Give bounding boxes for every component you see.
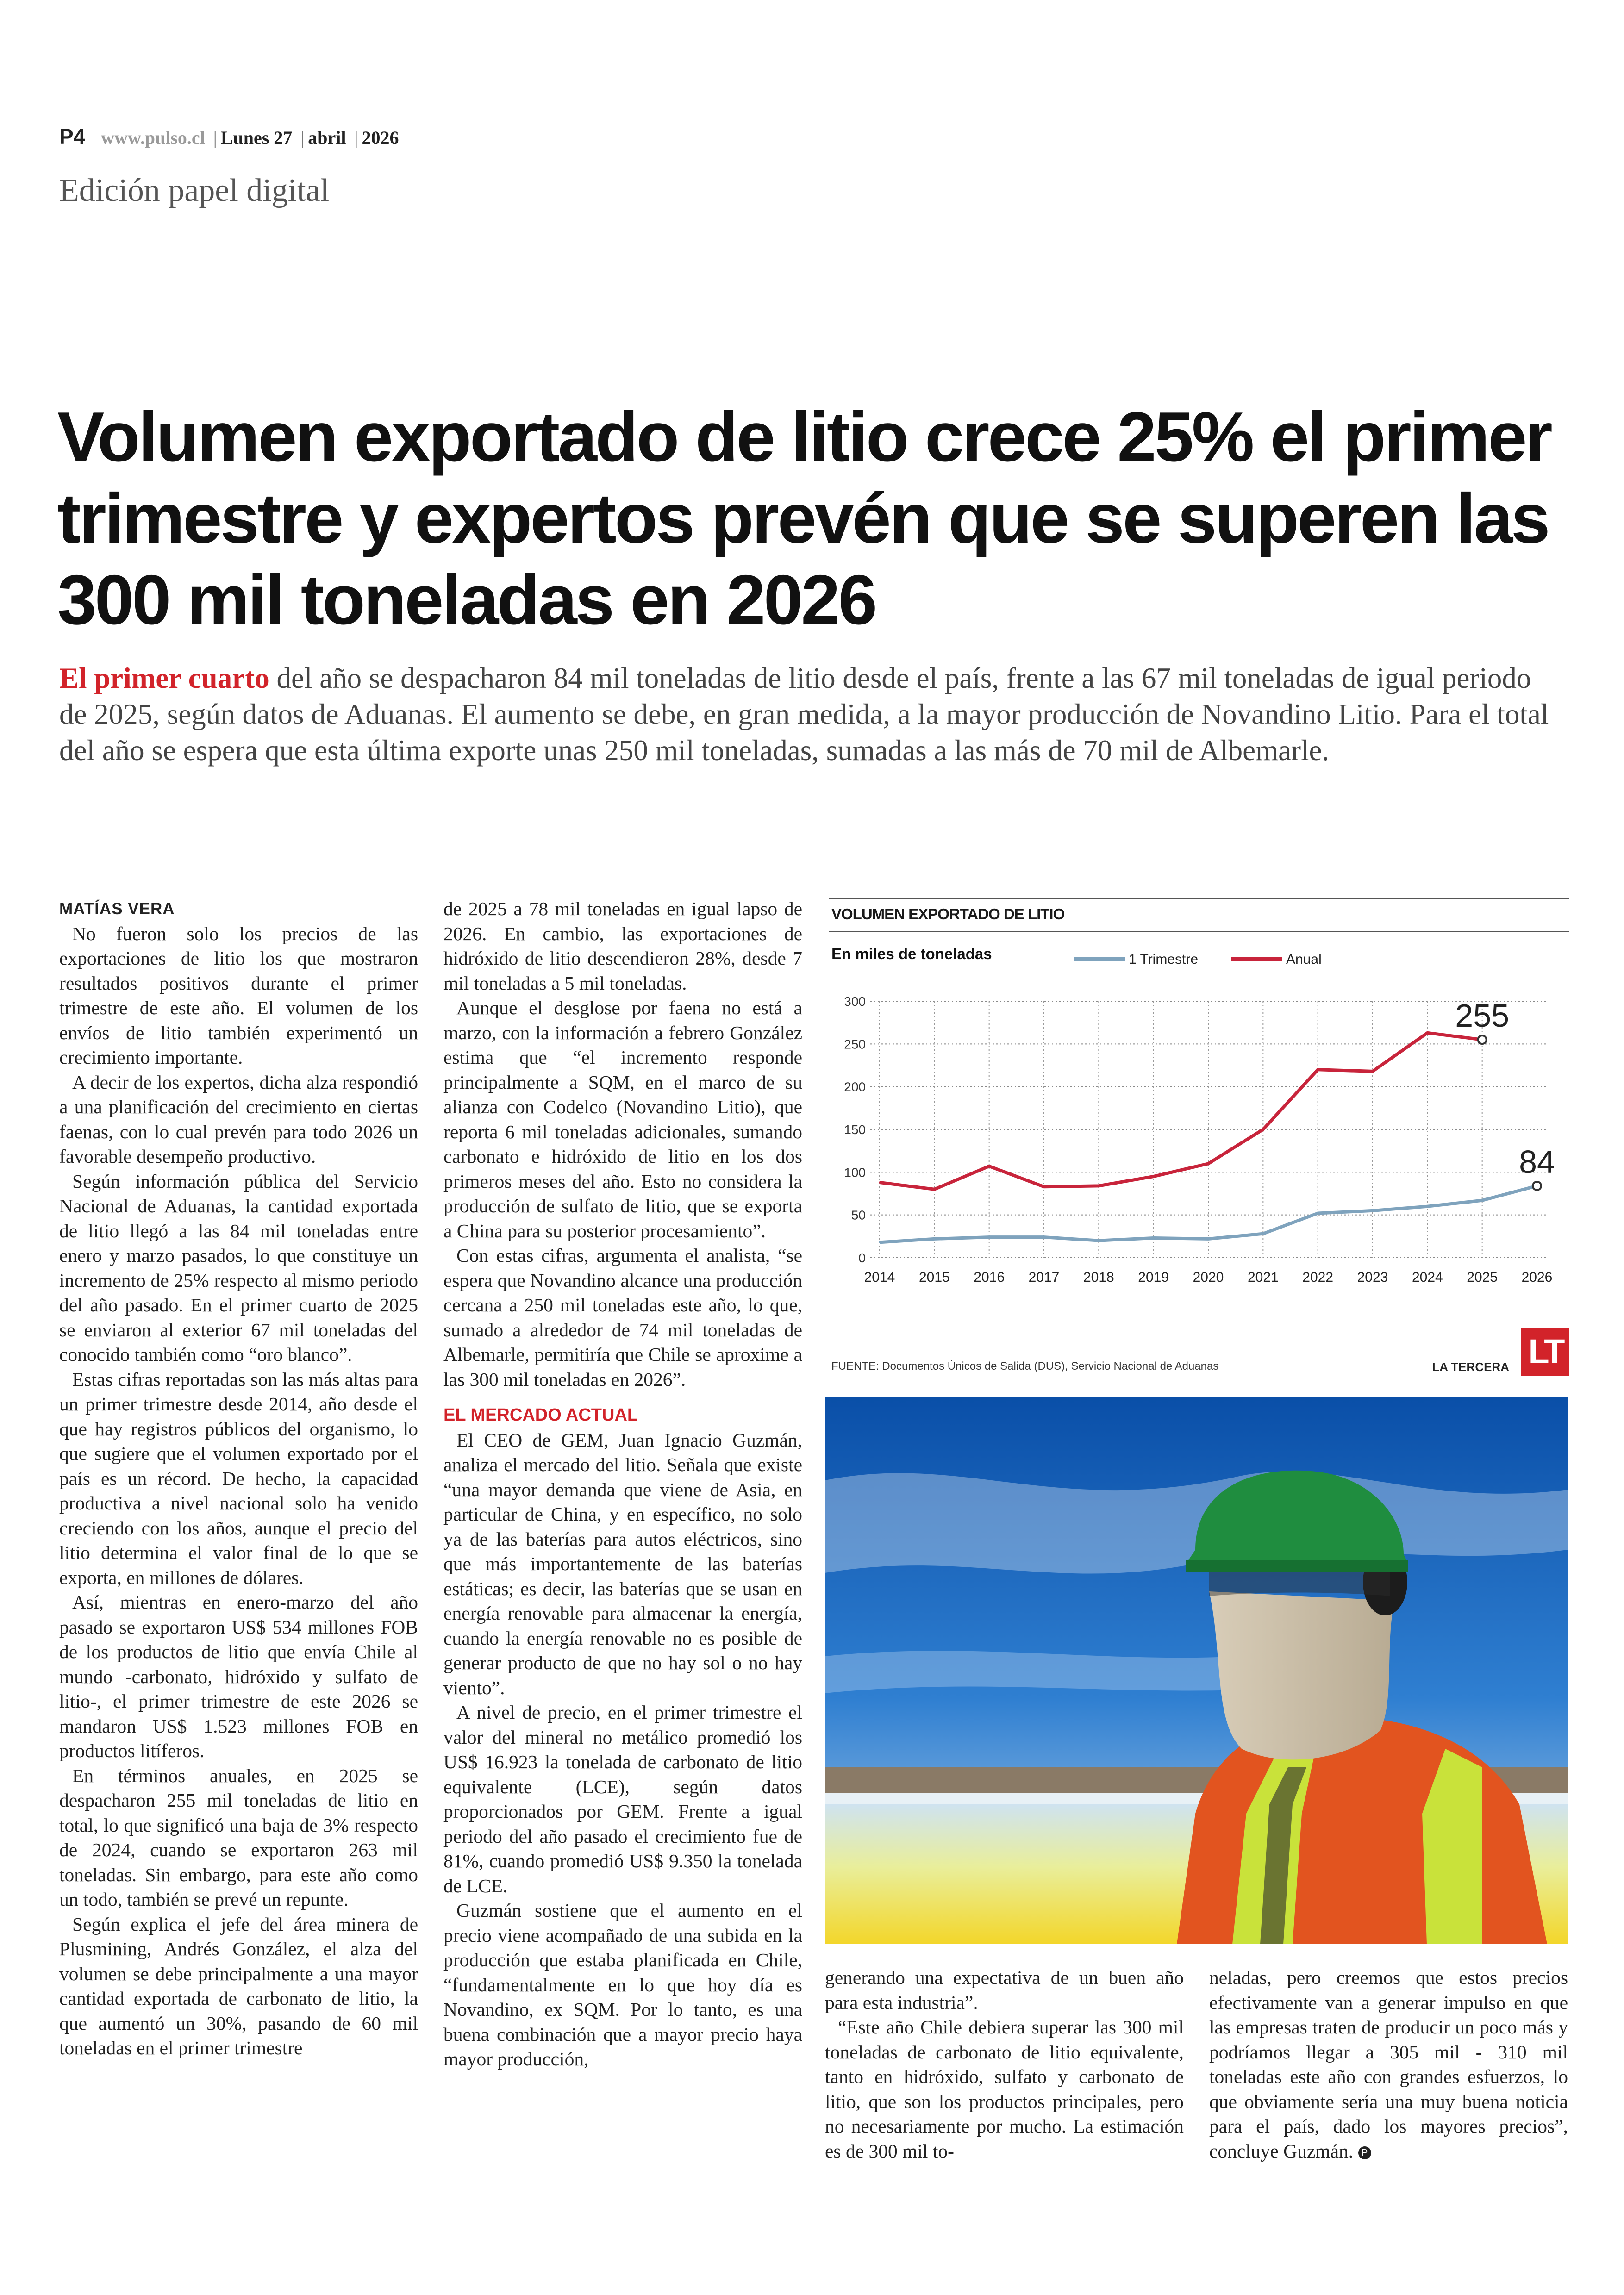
paragraph: “Este año Chile debiera superar las 300 mil toneladas de carbonato de litio equivalente, tanto en hidróxido, sulfato y carbonato de litio, que son los productos principales, pero no necesariamente por mucho. La estimación es de 300 mil to- <box>825 2016 1184 2162</box>
data-point <box>1481 1199 1483 1201</box>
page-folio: P4 www.pulso.cl | Lunes 27 | abril | 2026 <box>59 125 399 149</box>
data-point <box>1153 1176 1155 1178</box>
y-tick-label: 150 <box>844 1123 866 1137</box>
data-point <box>1372 1210 1374 1211</box>
paragraph: No fueron solo los precios de las exportaciones de litio los que mostraron resultados positivos durante el primer trimestre de este año. El volumen de los envíos de litio también experimentó un crecimiento importante. <box>59 923 418 1068</box>
paragraph: En términos anuales, en 2025 se despacharon 255 mil toneladas de litio en total, lo que significó una baja de 3% respecto de 2024, cuando se exportaron 263 mil toneladas. Sin embargo, para este año como un todo, también se prevé un repunte. <box>59 1765 418 1910</box>
paragraph: Guzmán sostiene que el aumento en el precio viene acompañado de una subida en la producción que estaba planificada en Chile, “fundamentalmente en lo que hoy día es Novandino, ex SQM. Por lo tanto, es una buena combinación que a mayor precio haya mayor producción, <box>443 1900 802 2070</box>
annotation-label: 255 <box>1455 998 1510 1034</box>
legend-label-1: Anual <box>1286 952 1322 967</box>
y-tick-label: 0 <box>858 1251 866 1265</box>
data-point <box>1426 1205 1428 1207</box>
data-point <box>988 1236 990 1238</box>
chart-subtitle: En miles de toneladas <box>831 945 992 962</box>
data-point <box>1153 1237 1155 1239</box>
paragraph: Según información pública del Servicio Nacional de Aduanas, la cantidad exportada de litio llegó a las 84 mil toneladas entre enero y marzo pasados, lo que constituye un incremento de 25% respecto al mismo periodo del año pasado. En el primer cuarto de 2025 se enviaron al exterior 67 mil toneladas del conocido también como “oro blanco”. <box>59 1170 418 1365</box>
article-column-3 <box>825 1965 1184 2164</box>
y-tick-label: 100 <box>844 1165 866 1180</box>
x-tick-label: 2019 <box>1138 1270 1169 1285</box>
paragraph: A decir de los expertos, dicha alza respondió a una planificación del crecimiento en ciertas faenas, con lo cual prevén para todo 2026 un favorable desempeño productivo. <box>59 1071 418 1167</box>
data-point <box>1372 1070 1374 1072</box>
x-tick-label: 2022 <box>1302 1270 1334 1285</box>
x-tick-label: 2021 <box>1247 1270 1279 1285</box>
data-point <box>933 1188 935 1190</box>
folio-month: abril <box>308 127 346 148</box>
photo-lithium-worker <box>825 1397 1568 1944</box>
chart-title: VOLUMEN EXPORTADO DE LITIO <box>831 905 1065 923</box>
x-tick-label: 2020 <box>1193 1270 1224 1285</box>
x-tick-label: 2017 <box>1028 1270 1060 1285</box>
paragraph: Estas cifras reportadas son las más altas para un primer trimestre desde 2014, año desde el que hay registros públicos del organismo, lo que sugiere que el volumen exportado por el país es un récord. De hecho, la capacidad productiva a nivel nacional solo ha venido creciendo con los años, aunque el precio del litio determina el valor final de lo que se exporta, en millones de dólares. <box>59 1368 418 1588</box>
paragraph <box>1209 1965 1568 2164</box>
paragraph: generando una expectativa de un buen año para esta industria”. <box>825 1967 1184 2013</box>
x-tick-label: 2023 <box>1357 1270 1388 1285</box>
y-tick-label: 200 <box>844 1079 866 1094</box>
brand-name: LA TERCERA <box>1432 1360 1509 1374</box>
data-point <box>1317 1212 1319 1214</box>
chart-source: FUENTE: Documentos Únicos de Salida (DUS), Servicio Nacional de Aduanas <box>831 1360 1219 1372</box>
end-mark-icon: P <box>1358 2146 1371 2159</box>
paragraph: Según explica el jefe del área minera de Plusmining, Andrés González, el alza del volumen se debe principalmente a una mayor cantidad exportada de carbonato de litio, la que aumentó un 30%, pasando de 60 mil toneladas en el primer trimestre <box>59 1913 418 2058</box>
data-point <box>1262 1129 1264 1130</box>
paragraph: A nivel de precio, en el primer trimestre el valor del mineral no metálico promedió los US$ 16.923 la tonelada de carbonato de litio equivalente (LCE), según datos proporcionados por GEM. Frente a igual periodo del año pasado el crecimiento fue de 81%, cuando promedió US$ 9.350 la tonelada de LCE. <box>443 1702 802 1896</box>
section-subhead: EL MERCADO ACTUAL <box>443 1405 638 1425</box>
article-column-4 <box>1209 1965 1568 2164</box>
page-number: P4 <box>59 125 86 149</box>
data-point <box>1098 1185 1099 1187</box>
closing-text: neladas, pero creemos que estos precios efectivamente van a generar impulso en que las empresas traten de producir un poco más y podríamos llegar a 305 mil - 310 mil toneladas este año con grandes esfuerzos, lo que obviamente sería una muy buena noticia para el país, dado los mayores precios”, concluye Guzmán. <box>1209 1967 1568 2162</box>
dek <box>59 660 1559 768</box>
x-tick-label: 2018 <box>1083 1270 1114 1285</box>
edition-label: Edición papel digital <box>59 173 330 208</box>
data-point <box>1043 1186 1045 1188</box>
x-tick-label: 2016 <box>974 1270 1005 1285</box>
paragraph: Así, mientras en enero-marzo del año pasado se exportaron US$ 534 millones FOB de los productos de litio que envía Chile al mundo -carbonato, hidróxido y sulfato de litio-, el primer trimestre de este 2026 se mandaron US$ 1.523 millones FOB en productos litíferos. <box>59 1591 418 1761</box>
lithium-export-chart <box>829 898 1569 1378</box>
x-tick-label: 2024 <box>1412 1270 1443 1285</box>
dek-text: del año se despacharon 84 mil toneladas de litio desde el país, frente a las 67 mil toneladas de igual periodo de 2025, según datos de Aduanas. El aumento se debe, en gran medida, a la mayor producción de Novandino Litio. Para el total del año se espera que esta última exporte unas 250 mil toneladas, sumadas a las más de 70 mil de Albemarle. <box>59 662 1549 767</box>
data-point <box>988 1165 990 1167</box>
folio-weekday: Lunes 27 <box>220 127 293 148</box>
data-point <box>879 1241 881 1243</box>
annotation-label: 84 <box>1519 1143 1555 1180</box>
article-column-1 <box>59 897 418 2061</box>
dek-lead: El primer cuarto <box>59 662 269 694</box>
article-column-2 <box>443 897 802 2072</box>
legend-label-0: 1 Trimestre <box>1129 952 1199 967</box>
data-point <box>1317 1069 1319 1071</box>
data-point <box>1043 1236 1045 1238</box>
lt-logo: LT <box>1521 1328 1569 1376</box>
y-tick-label: 50 <box>851 1208 866 1222</box>
chart-plot <box>829 935 1569 1352</box>
data-point <box>1207 1238 1209 1240</box>
byline: MATÍAS VERA <box>59 900 175 918</box>
x-tick-label: 2014 <box>864 1270 895 1285</box>
series-line-1 <box>880 1033 1482 1189</box>
annotation-marker <box>1533 1182 1541 1190</box>
headline: Volumen exportado de litio crece 25% el primer trimestre y expertos prevén que se superen las 300 mil toneladas en 2026 <box>57 398 1551 639</box>
x-tick-label: 2025 <box>1467 1270 1498 1285</box>
paragraph: Aunque el desglose por faena no está a marzo, con la información a febrero González estima que “el incremento responde principalmente a SQM, en el marco de su alianza con Codelco (Novandino Litio), que reporta 6 mil toneladas adicionales, sumando carbonato e hidróxido de litio en los dos primeros meses del año. Esto no considera la producción de sulfato de litio, que se exporta a China para su posterior procesamiento”. <box>443 997 802 1241</box>
y-tick-label: 250 <box>844 1037 866 1052</box>
annotation-marker <box>1478 1035 1487 1044</box>
data-point <box>1426 1032 1428 1034</box>
data-point <box>933 1238 935 1240</box>
paragraph: El CEO de GEM, Juan Ignacio Guzmán, analiza el mercado del litio. Señala que existe “una mayor demanda que viene de Asia, en particular de China, y en específico, no solo ya de las baterías para autos eléctricos, sino que más importantemente de las baterías estáticas; es decir, las baterías que se usan en energía renovable para almacenar la energía, cuando la energía renovable no es posible de generar producto de que no hay sol o no hay viento”. <box>443 1429 802 1698</box>
data-point <box>879 1181 881 1183</box>
data-point <box>1262 1233 1264 1235</box>
paragraph: de 2025 a 78 mil toneladas en igual lapso de 2026. En cambio, las exportaciones de hidróxido de litio descendieron 28%, desde 7 mil toneladas a 5 mil toneladas. <box>443 898 802 994</box>
x-tick-label: 2026 <box>1521 1270 1553 1285</box>
y-tick-label: 300 <box>844 994 866 1009</box>
data-point <box>1098 1240 1099 1241</box>
folio-year: 2026 <box>362 127 399 148</box>
paragraph: Con estas cifras, argumenta el analista, “se espera que Novandino alcance una producción cercana a 250 mil toneladas este año, lo que, sumado a alrededor de 74 mil toneladas de Albemarle, permitiría que Chile se aproxime a las 300 mil toneladas en 2026”. <box>443 1245 802 1390</box>
site-url[interactable]: www.pulso.cl <box>101 127 205 148</box>
x-tick-label: 2015 <box>918 1270 950 1285</box>
data-point <box>1207 1163 1209 1165</box>
